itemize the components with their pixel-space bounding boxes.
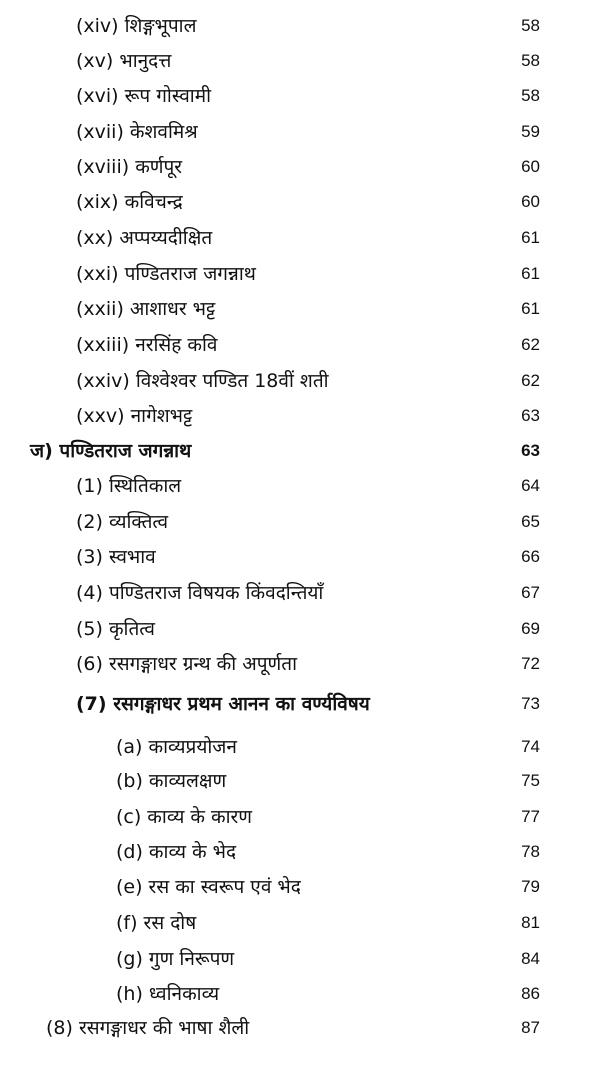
toc-entry-xxii — [0, 291, 600, 327]
toc-entry-label: (xix) कविचन्द्र — [76, 191, 183, 213]
toc-entry-label: (xx) अप्पय्यदीक्षित — [76, 227, 213, 249]
toc-entry-page: 78 — [521, 842, 540, 861]
toc-subentry-g — [0, 941, 600, 977]
toc-entry-label: (6) रसगङ्गाधर ग्रन्थ की अपूर्णता — [76, 653, 298, 675]
toc-entry-5 — [0, 611, 600, 647]
toc-entry-label: (f) रस दोष — [116, 912, 197, 934]
toc-entry-page: 58 — [521, 16, 540, 35]
toc-subentry-e — [0, 869, 600, 905]
toc-entry-page: 73 — [521, 694, 540, 713]
toc-entry-xv — [0, 43, 600, 79]
toc-entry-label: (h) ध्वनिकाव्य — [116, 983, 220, 1005]
toc-entry-page: 79 — [521, 877, 540, 896]
toc-entry-label: (xvii) केशवमिश्र — [76, 121, 198, 143]
toc-entry-page: 75 — [521, 771, 540, 790]
toc-subentry-b — [0, 763, 600, 799]
toc-entry-label: (a) काव्यप्रयोजन — [116, 736, 237, 758]
toc-entry-label: (5) कृतित्व — [76, 618, 155, 640]
toc-entry-label: (1) स्थितिकाल — [76, 475, 182, 497]
toc-entry-6 — [0, 646, 600, 682]
toc-entry-page: 61 — [521, 228, 540, 247]
toc-entry-xviii — [0, 149, 600, 185]
toc-entry-label: (xv) भानुदत्त — [76, 50, 172, 72]
toc-entry-page: 58 — [521, 86, 540, 105]
toc-entry-xxi — [0, 256, 600, 292]
toc-entry-page: 72 — [521, 654, 540, 673]
toc-entry-label: (4) पण्डितराज विषयक किंवदन्तियाँ — [76, 582, 324, 604]
toc-entry-label: (7) रसगङ्गाधर प्रथम आनन का वर्ण्यविषय — [76, 693, 370, 715]
toc-entry-page: 60 — [521, 192, 540, 211]
toc-entry-page: 61 — [521, 299, 540, 318]
toc-entry-xiv — [0, 8, 600, 44]
toc-entry-page: 69 — [521, 619, 540, 638]
toc-entry-label: (b) काव्यलक्षण — [116, 770, 227, 792]
toc-entry-xxiv — [0, 363, 600, 399]
toc-entry-3 — [0, 539, 600, 575]
toc-entry-page: 64 — [521, 476, 540, 495]
toc-entry-4 — [0, 575, 600, 611]
toc-entry-page: 58 — [521, 51, 540, 70]
toc-entry-label: (xxi) पण्डितराज जगन्नाथ — [76, 263, 256, 285]
toc-entry-label: (xviii) कर्णपूर — [76, 156, 183, 178]
toc-entry-label: (g) गुण निरूपण — [116, 948, 235, 970]
toc-entry-page: 59 — [521, 122, 540, 141]
toc-entry-7 — [0, 686, 600, 722]
toc-entry-page: 87 — [521, 1018, 540, 1037]
toc-subentry-c — [0, 799, 600, 835]
toc-entry-xxv — [0, 398, 600, 434]
toc-entry-label: (xxiii) नरसिंह कवि — [76, 334, 218, 356]
toc-entry-xix — [0, 184, 600, 220]
toc-entry-8 — [0, 1010, 600, 1046]
toc-entry-page: 62 — [521, 335, 540, 354]
toc-entry-page: 74 — [521, 737, 540, 756]
toc-entry-label: (xxv) नागेशभट्ट — [76, 405, 193, 427]
toc-entry-page: 77 — [521, 807, 540, 826]
toc-section-label: ज) पण्डितराज जगन्नाथ — [30, 440, 192, 462]
toc-entry-page: 65 — [521, 512, 540, 531]
toc-entry-page: 67 — [521, 583, 540, 602]
toc-entry-page: 62 — [521, 371, 540, 390]
toc-entry-page: 84 — [521, 949, 540, 968]
toc-subentry-h — [0, 976, 600, 1012]
toc-subentry-a — [0, 729, 600, 765]
toc-entry-1 — [0, 468, 600, 504]
toc-entry-xxiii — [0, 327, 600, 363]
toc-section-heading — [0, 433, 600, 469]
toc-subentry-d — [0, 834, 600, 870]
toc-entry-page: 66 — [521, 547, 540, 566]
toc-entry-xvi — [0, 78, 600, 114]
toc-entry-label: (xxii) आशाधर भट्ट — [76, 298, 216, 320]
toc-entry-label: (e) रस का स्वरूप एवं भेद — [116, 876, 301, 898]
toc-entry-label: (8) रसगङ्गाधर की भाषा शैली — [46, 1017, 250, 1039]
toc-entry-page: 81 — [521, 913, 540, 932]
toc-entry-page: 61 — [521, 264, 540, 283]
toc-entry-label: (xiv) शिङ्गभूपाल — [76, 15, 197, 37]
toc-entry-label: (xvi) रूप गोस्वामी — [76, 85, 212, 107]
toc-entry-label: (2) व्यक्तित्व — [76, 511, 169, 533]
toc-entry-2 — [0, 504, 600, 540]
toc-section-page: 63 — [521, 441, 540, 460]
toc-entry-page: 63 — [521, 406, 540, 425]
toc-entry-page: 60 — [521, 157, 540, 176]
toc-entry-page: 86 — [521, 984, 540, 1003]
toc-entry-label: (3) स्वभाव — [76, 546, 156, 568]
toc-entry-xx — [0, 220, 600, 256]
toc-entry-label: (d) काव्य के भेद — [116, 841, 237, 863]
toc-entry-label: (xxiv) विश्वेश्वर पण्डित 18वीं शती — [76, 370, 329, 392]
toc-entry-xvii — [0, 114, 600, 150]
toc-entry-label: (c) काव्य के कारण — [116, 806, 253, 828]
toc-subentry-f — [0, 905, 600, 941]
